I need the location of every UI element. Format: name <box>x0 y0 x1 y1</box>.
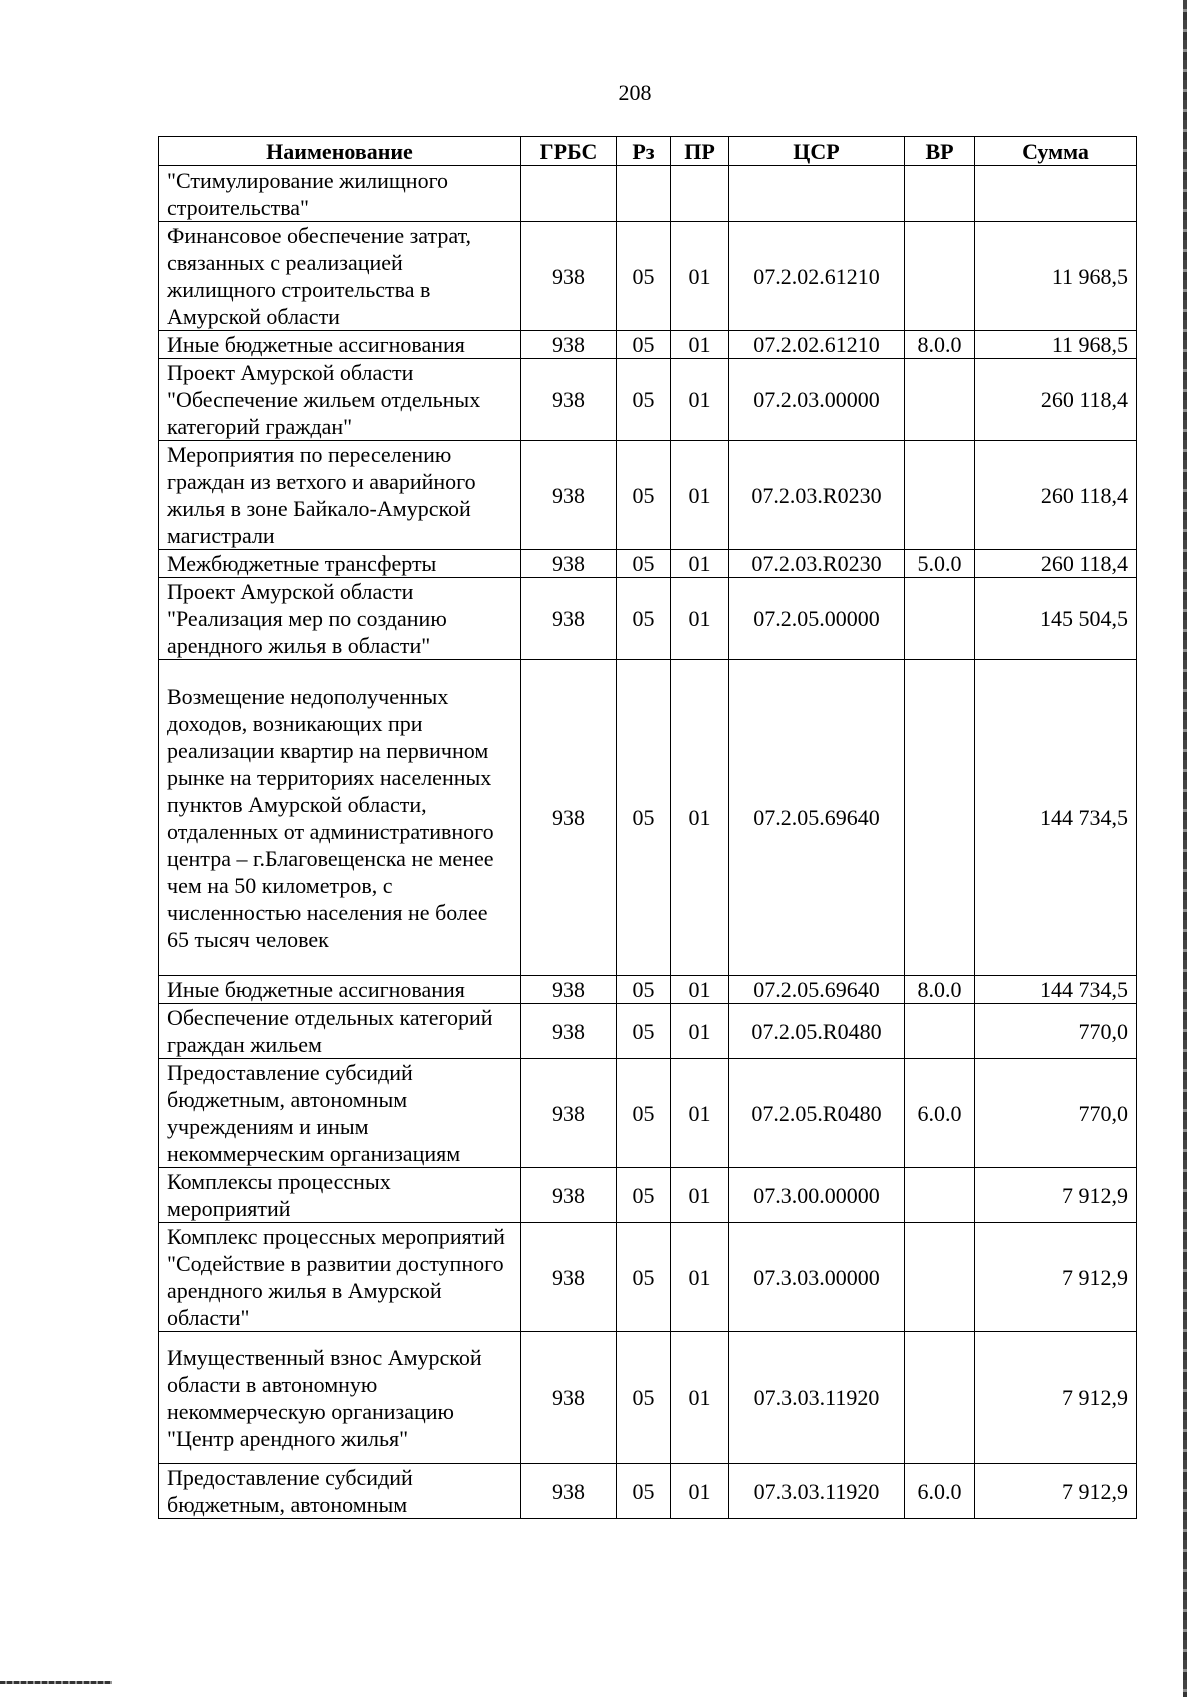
table-row <box>159 359 1137 441</box>
row-grbs-cell: 938 <box>521 1464 617 1519</box>
row-rz-cell: 05 <box>617 578 671 660</box>
table-row <box>159 331 1137 359</box>
row-rz-cell: 05 <box>617 441 671 550</box>
row-pr-cell: 01 <box>671 1332 729 1464</box>
table-row <box>159 166 1137 222</box>
row-vr-cell <box>905 222 975 331</box>
row-csr-cell: 07.2.05.R0480 <box>729 1004 905 1059</box>
row-pr-cell: 01 <box>671 1464 729 1519</box>
row-sum-cell: 144 734,5 <box>975 976 1137 1004</box>
header-name: Наименование <box>159 137 521 166</box>
row-sum-cell: 7 912,9 <box>975 1223 1137 1332</box>
row-sum-cell: 770,0 <box>975 1059 1137 1168</box>
row-csr-cell: 07.3.03.11920 <box>729 1332 905 1464</box>
row-sum-cell: 770,0 <box>975 1004 1137 1059</box>
row-name-cell: Комплекс процессных мероприятий "Содействие в развитии доступного арендного жилья в Амурской области" <box>159 1223 521 1332</box>
row-vr-cell <box>905 578 975 660</box>
row-sum-cell: 260 118,4 <box>975 359 1137 441</box>
row-vr-cell <box>905 660 975 976</box>
header-rz: Рз <box>617 137 671 166</box>
header-vr: ВР <box>905 137 975 166</box>
row-rz-cell <box>617 166 671 222</box>
row-sum-cell: 260 118,4 <box>975 550 1137 578</box>
row-sum-cell: 11 968,5 <box>975 222 1137 331</box>
table-row <box>159 1004 1137 1059</box>
row-csr-cell: 07.2.03.00000 <box>729 359 905 441</box>
row-pr-cell <box>671 166 729 222</box>
row-csr-cell: 07.3.03.11920 <box>729 1464 905 1519</box>
row-rz-cell: 05 <box>617 1464 671 1519</box>
row-name-cell: Проект Амурской области "Реализация мер по созданию арендного жилья в области" <box>159 578 521 660</box>
row-sum-cell: 7 912,9 <box>975 1332 1137 1464</box>
row-name-cell: Возмещение недополученных доходов, возникающих при реализации квартир на первичном рынке на территориях населенных пунктов Амурской области, отдаленных от административного центра – г.Благовещенска не менее чем на 50 километров, с численностью населения не более 65 тысяч человек <box>159 660 521 976</box>
row-name-cell: Проект Амурской области "Обеспечение жильем отдельных категорий граждан" <box>159 359 521 441</box>
row-sum-cell: 11 968,5 <box>975 331 1137 359</box>
row-name-cell: Обеспечение отдельных категорий граждан жильем <box>159 1004 521 1059</box>
row-name-cell: Мероприятия по переселению граждан из ветхого и аварийного жилья в зоне Байкало-Амурской магистрали <box>159 441 521 550</box>
row-sum-cell <box>975 166 1137 222</box>
table-row <box>159 222 1137 331</box>
row-vr-cell: 6.0.0 <box>905 1059 975 1168</box>
row-grbs-cell: 938 <box>521 1004 617 1059</box>
row-pr-cell: 01 <box>671 222 729 331</box>
row-name-cell: Межбюджетные трансферты <box>159 550 521 578</box>
table-row <box>159 441 1137 550</box>
table-row <box>159 578 1137 660</box>
row-grbs-cell: 938 <box>521 550 617 578</box>
row-csr-cell: 07.2.03.R0230 <box>729 550 905 578</box>
row-vr-cell <box>905 1004 975 1059</box>
row-name-cell: Иные бюджетные ассигнования <box>159 331 521 359</box>
row-rz-cell: 05 <box>617 359 671 441</box>
row-grbs-cell: 938 <box>521 1059 617 1168</box>
row-csr-cell: 07.2.02.61210 <box>729 222 905 331</box>
row-grbs-cell: 938 <box>521 331 617 359</box>
row-sum-cell: 144 734,5 <box>975 660 1137 976</box>
row-vr-cell: 5.0.0 <box>905 550 975 578</box>
row-sum-cell: 7 912,9 <box>975 1168 1137 1223</box>
row-csr-cell <box>729 166 905 222</box>
table-row <box>159 1332 1137 1464</box>
row-sum-cell: 7 912,9 <box>975 1464 1137 1519</box>
row-csr-cell: 07.2.05.69640 <box>729 976 905 1004</box>
row-vr-cell <box>905 166 975 222</box>
row-pr-cell: 01 <box>671 331 729 359</box>
row-rz-cell: 05 <box>617 976 671 1004</box>
header-csr: ЦСР <box>729 137 905 166</box>
row-csr-cell: 07.3.03.00000 <box>729 1223 905 1332</box>
row-pr-cell: 01 <box>671 1059 729 1168</box>
row-sum-cell: 260 118,4 <box>975 441 1137 550</box>
row-name-cell: Финансовое обеспечение затрат, связанных с реализацией жилищного строительства в Амурской области <box>159 222 521 331</box>
row-pr-cell: 01 <box>671 550 729 578</box>
row-grbs-cell: 938 <box>521 660 617 976</box>
header-grbs: ГРБС <box>521 137 617 166</box>
row-grbs-cell: 938 <box>521 578 617 660</box>
scan-edge-artifact <box>1183 0 1187 1697</box>
table-row <box>159 1223 1137 1332</box>
budget-table <box>158 136 1137 1519</box>
table-header-row <box>159 137 1137 166</box>
row-pr-cell: 01 <box>671 1004 729 1059</box>
row-rz-cell: 05 <box>617 1004 671 1059</box>
row-pr-cell: 01 <box>671 359 729 441</box>
table-row <box>159 1168 1137 1223</box>
table-row <box>159 660 1137 976</box>
row-csr-cell: 07.2.05.00000 <box>729 578 905 660</box>
row-csr-cell: 07.2.02.61210 <box>729 331 905 359</box>
row-grbs-cell <box>521 166 617 222</box>
table-body <box>159 166 1137 1519</box>
row-csr-cell: 07.2.05.69640 <box>729 660 905 976</box>
row-rz-cell: 05 <box>617 1332 671 1464</box>
row-rz-cell: 05 <box>617 1059 671 1168</box>
row-name-cell: Имущественный взнос Амурской области в автономную некоммерческую организацию "Центр арендного жилья" <box>159 1332 521 1464</box>
row-grbs-cell: 938 <box>521 359 617 441</box>
row-name-cell: Предоставление субсидий бюджетным, автономным <box>159 1464 521 1519</box>
header-sum: Сумма <box>975 137 1137 166</box>
row-name-cell: Иные бюджетные ассигнования <box>159 976 521 1004</box>
header-pr: ПР <box>671 137 729 166</box>
row-name-cell: "Стимулирование жилищного строительства" <box>159 166 521 222</box>
table-row <box>159 550 1137 578</box>
row-csr-cell: 07.2.03.R0230 <box>729 441 905 550</box>
row-rz-cell: 05 <box>617 222 671 331</box>
row-pr-cell: 01 <box>671 578 729 660</box>
row-grbs-cell: 938 <box>521 976 617 1004</box>
row-rz-cell: 05 <box>617 1168 671 1223</box>
row-pr-cell: 01 <box>671 1168 729 1223</box>
scan-mark-artifact <box>0 1681 112 1684</box>
row-csr-cell: 07.2.05.R0480 <box>729 1059 905 1168</box>
row-rz-cell: 05 <box>617 1223 671 1332</box>
row-rz-cell: 05 <box>617 550 671 578</box>
row-vr-cell <box>905 1223 975 1332</box>
row-vr-cell <box>905 359 975 441</box>
table-row <box>159 976 1137 1004</box>
row-pr-cell: 01 <box>671 1223 729 1332</box>
row-grbs-cell: 938 <box>521 222 617 331</box>
row-vr-cell: 6.0.0 <box>905 1464 975 1519</box>
row-grbs-cell: 938 <box>521 1223 617 1332</box>
table-row <box>159 1059 1137 1168</box>
page-number: 208 <box>618 80 652 105</box>
row-rz-cell: 05 <box>617 660 671 976</box>
row-csr-cell: 07.3.00.00000 <box>729 1168 905 1223</box>
row-pr-cell: 01 <box>671 441 729 550</box>
row-grbs-cell: 938 <box>521 441 617 550</box>
row-vr-cell <box>905 441 975 550</box>
row-rz-cell: 05 <box>617 331 671 359</box>
row-sum-cell: 145 504,5 <box>975 578 1137 660</box>
row-vr-cell: 8.0.0 <box>905 331 975 359</box>
row-grbs-cell: 938 <box>521 1332 617 1464</box>
row-vr-cell <box>905 1168 975 1223</box>
row-vr-cell <box>905 1332 975 1464</box>
table-row <box>159 1464 1137 1519</box>
row-grbs-cell: 938 <box>521 1168 617 1223</box>
row-name-cell: Предоставление субсидий бюджетным, автономным учреждениям и иным некоммерческим организациям <box>159 1059 521 1168</box>
row-vr-cell: 8.0.0 <box>905 976 975 1004</box>
row-name-cell: Комплексы процессных мероприятий <box>159 1168 521 1223</box>
row-pr-cell: 01 <box>671 660 729 976</box>
row-pr-cell: 01 <box>671 976 729 1004</box>
